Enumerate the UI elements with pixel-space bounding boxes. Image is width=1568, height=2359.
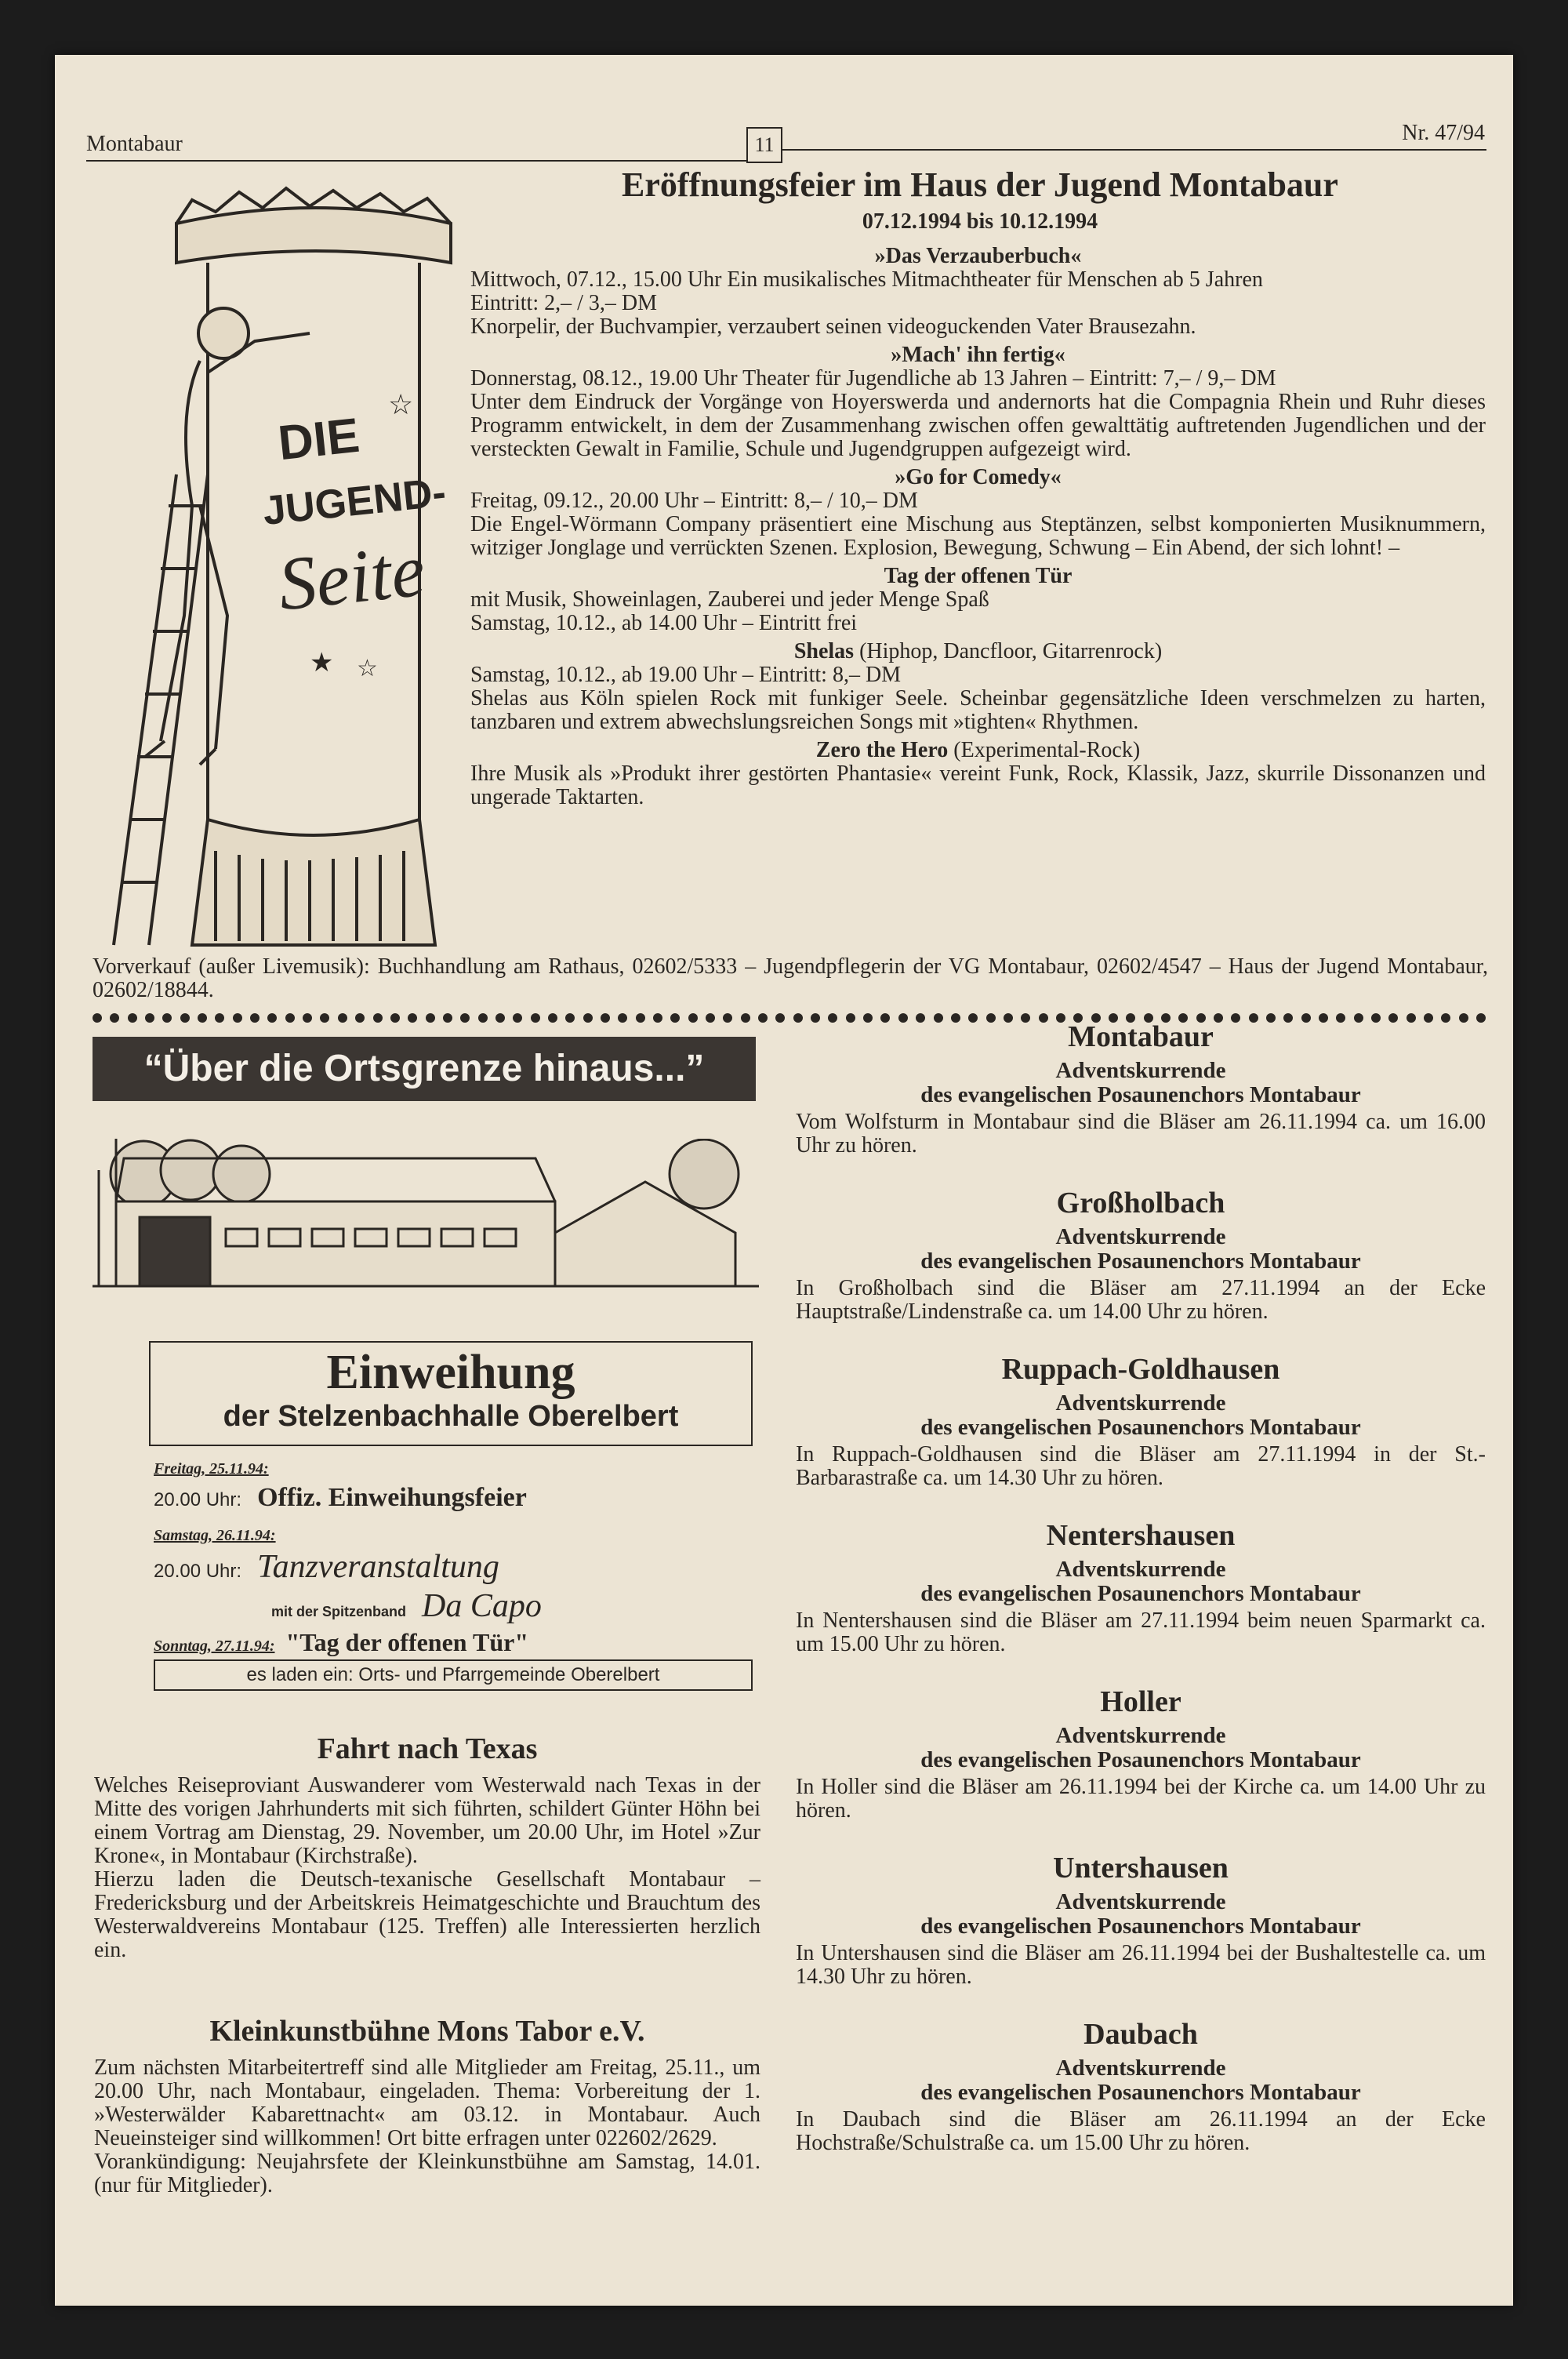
hall-drawing bbox=[93, 1139, 759, 1288]
advent-place-title: Nentershausen bbox=[1046, 1519, 1236, 1552]
advent-text: In Großholbach sind die Bläser am 27.11.1994 an der Ecke Hauptstraße/Lindenstraße ca. um 14.00 Uhr zu hören. bbox=[796, 1276, 1486, 1324]
advent-subtitle: des evangelischen Posaunenchors Montabaur bbox=[920, 1914, 1361, 1939]
issue-number: Nr. 47/94 bbox=[1402, 121, 1485, 145]
event-item-title: »Go for Comedy« bbox=[895, 465, 1062, 489]
advent-block bbox=[796, 2017, 1486, 2155]
texas-paragraph: Hierzu laden die Deutsch-texanische Gesellschaft Montabaur – Fredericksburg und der Arbeitskreis Heimatgeschichte und Brauchtum des Westerwaldvereins Montabaur (125. Treffen) alle Interessierten herzlich ein. bbox=[94, 1867, 760, 1962]
advent-subtitle: des evangelischen Posaunenchors Montabaur bbox=[920, 1415, 1361, 1440]
newspaper-page bbox=[55, 55, 1513, 2306]
star-icon: ★ bbox=[310, 649, 334, 678]
schedule-day: Samstag, 26.11.94: bbox=[154, 1527, 276, 1544]
advent-text: In Ruppach-Goldhausen sind die Bläser am 27.11.1994 in der St.-Barbarastraße ca. um 14.30 Uhr zu hören. bbox=[796, 1442, 1486, 1490]
einweihung-schedule bbox=[154, 1460, 750, 1657]
kleinkunst-title: Kleinkunstbühne Mons Tabor e.V. bbox=[209, 2015, 645, 2048]
event-item-line: Samstag, 10.12., ab 19.00 Uhr – Eintritt: 8,– DM bbox=[470, 663, 902, 687]
event-item-text: Die Engel-Wörmann Company präsentiert eine Mischung aus Steptänzen, selbst komponierten Musiknummern, witziger Jonglage und verrückten Szenen. Explosion, Bewegung, Schwung – Ein Abend, der sich lohnt! – bbox=[470, 512, 1486, 560]
advent-text: In Holler sind die Bläser am 26.11.1994 bei der Kirche ca. um 14.00 Uhr zu hören. bbox=[796, 1775, 1486, 1823]
event-item-line: Mittwoch, 07.12., 15.00 Uhr Ein musikalisches Mitmachtheater für Menschen ab 5 Jahren bbox=[470, 267, 1263, 292]
advent-block bbox=[796, 1186, 1486, 1324]
advent-block bbox=[796, 1518, 1486, 1656]
advent-text: In Nentershausen sind die Bläser am 27.11.1994 beim neuen Sparmarkt ca. um 15.00 Uhr zu hören. bbox=[796, 1608, 1486, 1656]
event-dates: 07.12.1994 bis 10.12.1994 bbox=[862, 209, 1098, 234]
advent-text: In Untershausen sind die Bläser am 26.11.1994 bei der Bushaltestelle ca. um 14.30 Uhr zu hören. bbox=[796, 1941, 1486, 1989]
event-title: Eröffnungsfeier im Haus der Jugend Montabaur bbox=[622, 165, 1338, 204]
header-rule-right bbox=[781, 149, 1486, 151]
event-item-genre: (Experimental-Rock) bbox=[948, 738, 1141, 762]
texas-article bbox=[94, 1732, 760, 1962]
event-item-line: Donnerstag, 08.12., 19.00 Uhr Theater für Jugendliche ab 13 Jahren – Eintritt: 7,– / 9,– DM bbox=[470, 366, 1276, 391]
advent-place-title: Großholbach bbox=[1056, 1187, 1225, 1219]
advent-place-title: Montabaur bbox=[1068, 1020, 1214, 1053]
event-item-text: Shelas aus Köln spielen Rock mit funkiger Seele. Scheinbar gegensätzliche Ideen verschmelzen zu harten, tanzbaren und extrem abwechslungsreichen Songs mit »tighten« Rhythmen. bbox=[470, 686, 1486, 734]
schedule-time: 20.00 Uhr: bbox=[154, 1561, 242, 1582]
advent-subtitle: des evangelischen Posaunenchors Montabaur bbox=[920, 1249, 1361, 1274]
advent-place-title: Untershausen bbox=[1053, 1852, 1229, 1885]
einweihung-box bbox=[149, 1341, 753, 1446]
advent-subtitle: Adventskurrende bbox=[1055, 1557, 1226, 1582]
schedule-day: Freitag, 25.11.94: bbox=[154, 1460, 269, 1478]
advent-subtitle: Adventskurrende bbox=[1055, 1723, 1226, 1748]
einweihung-subtitle: der Stelzenbachhalle Oberelbert bbox=[223, 1400, 679, 1433]
event-item-title: »Mach' ihn fertig« bbox=[891, 343, 1065, 367]
advent-subtitle: des evangelischen Posaunenchors Montabaur bbox=[920, 1082, 1361, 1107]
advent-text: In Daubach sind die Bläser am 26.11.1994 an der Ecke Hochstraße/Schulstraße ca. um 15.00 Uhr zu hören. bbox=[796, 2107, 1486, 2155]
event-item-title: Tag der offenen Tür bbox=[884, 564, 1073, 588]
advent-text: Vom Wolfsturm in Montabaur sind die Bläser am 26.11.1994 ca. um 16.00 Uhr zu hören. bbox=[796, 1110, 1486, 1158]
schedule-note: mit der Spitzenband bbox=[271, 1604, 407, 1619]
event-program bbox=[470, 245, 1486, 809]
event-item-line: Freitag, 09.12., 20.00 Uhr – Eintritt: 8,– / 10,– DM bbox=[470, 489, 918, 513]
event-item-line: Eintritt: 2,– / 3,– DM bbox=[470, 291, 657, 315]
advent-subtitle: Adventskurrende bbox=[1055, 1058, 1226, 1083]
event-item-title: Zero the Hero bbox=[815, 738, 949, 762]
kleinkunst-article bbox=[94, 2014, 760, 2197]
texas-paragraph: Welches Reiseproviant Auswanderer vom Westerwald nach Texas in der Mitte des vorigen Jahrhunderts mit sich führten, schildert Günter Höhn bei einem Vortrag am Dienstag, 29. November, um 20.00 Uhr, im Hotel »Zur Krone«, in Montabaur (Kirchstraße). bbox=[94, 1773, 760, 1868]
einweihung-footer: es laden ein: Orts- und Pfarrgemeinde Oberelbert bbox=[154, 1659, 753, 1691]
event-item-title: »Das Verzauberbuch« bbox=[874, 244, 1082, 268]
event-section bbox=[470, 165, 1490, 234]
advent-place-title: Ruppach-Goldhausen bbox=[1001, 1353, 1280, 1386]
schedule-event: Offiz. Einweihungsfeier bbox=[257, 1483, 527, 1512]
poster-line-3: Seite bbox=[274, 527, 429, 627]
einweihung-title: Einweihung bbox=[326, 1346, 575, 1399]
event-item-line: Samstag, 10.12., ab 14.00 Uhr – Eintritt frei bbox=[470, 611, 858, 635]
star-icon: ☆ bbox=[357, 656, 378, 682]
advent-subtitle: Adventskurrende bbox=[1055, 2055, 1226, 2081]
advent-subtitle: Adventskurrende bbox=[1055, 1889, 1226, 1914]
schedule-event: "Tag der offenen Tür" bbox=[285, 1628, 529, 1656]
advent-block bbox=[796, 1851, 1486, 1989]
poster-line-2: JUGEND- bbox=[260, 469, 448, 535]
advent-block bbox=[796, 1352, 1486, 1490]
schedule-event: Tanzveranstaltung bbox=[257, 1549, 499, 1585]
event-item-text: Ihre Musik als »Produkt ihrer gestörten Phantasie« vereint Funk, Rock, Klassik, Jazz, skurrile Dissonanzen und ungerade Taktarten. bbox=[470, 761, 1486, 809]
advent-place-title: Daubach bbox=[1083, 2018, 1198, 2051]
schedule-band: Da Capo bbox=[422, 1588, 542, 1624]
event-item-line: mit Musik, Showeinlagen, Zauberei und jeder Menge Spaß bbox=[470, 587, 989, 612]
schedule-time: 20.00 Uhr: bbox=[154, 1489, 242, 1510]
advent-subtitle: des evangelischen Posaunenchors Montabaur bbox=[920, 2080, 1361, 2105]
star-icon: ☆ bbox=[388, 389, 414, 420]
advent-subtitle: Adventskurrende bbox=[1055, 1224, 1226, 1249]
advent-subtitle: Adventskurrende bbox=[1055, 1390, 1226, 1416]
header-rule-left bbox=[86, 160, 746, 162]
jugendseite-illustration bbox=[90, 176, 482, 953]
advent-block bbox=[796, 1685, 1486, 1823]
advent-subtitle: des evangelischen Posaunenchors Montabaur bbox=[920, 1581, 1361, 1606]
advent-subtitle: des evangelischen Posaunenchors Montabaur bbox=[920, 1747, 1361, 1772]
schedule-day: Sonntag, 27.11.94: bbox=[154, 1637, 275, 1655]
ortsgrenze-banner: “Über die Ortsgrenze hinaus...” bbox=[93, 1037, 756, 1101]
kleinkunst-paragraph: Vorankündigung: Neujahrsfete der Kleinkunstbühne am Samstag, 14.01. (nur für Mitglieder). bbox=[94, 2150, 760, 2197]
advent-block bbox=[796, 1020, 1486, 1158]
event-item-genre: (Hiphop, Dancfloor, Gitarrenrock) bbox=[854, 639, 1163, 663]
presale-info: Vorverkauf (außer Livemusik): Buchhandlung am Rathaus, 02602/5333 – Jugendpflegerin der VG Montabaur, 02602/4547 – Haus der Jugend Montabaur, 02602/18844. bbox=[93, 954, 1488, 1002]
advent-place-title: Holler bbox=[1100, 1685, 1181, 1718]
header-place: Montabaur bbox=[86, 132, 183, 156]
texas-title: Fahrt nach Texas bbox=[317, 1732, 538, 1765]
event-item-line: Knorpelir, der Buchvampier, verzaubert seinen videoguckenden Vater Brausezahn. bbox=[470, 314, 1196, 339]
building-icon bbox=[93, 1139, 759, 1288]
kleinkunst-paragraph: Zum nächsten Mitarbeitertreff sind alle Mitglieder am Freitag, 25.11., um 20.00 Uhr, nach Montabaur, eingeladen. Thema: Vorbereitung der 1. »Westerwälder Kabarettnacht« am 03.12. in Montabaur. Auch Neueinsteiger sind willkommen! Ort bitte erfragen unter 022602/2629. bbox=[94, 2055, 760, 2150]
page-number: 11 bbox=[746, 127, 782, 163]
event-item-title: Shelas bbox=[793, 639, 855, 663]
poster-line-1: DIE bbox=[275, 408, 362, 471]
event-item-text: Unter dem Eindruck der Vorgänge von Hoyerswerda und andernorts hat die Compagnia Rhein und Ruhr dieses Programm entwickelt, in dem der Zusammenhang zwischen offen gewalttätig auftretenden Jugendlichen und der versteckten Gewalt in Familie, Schule und Jugendgruppen aufgezeigt wird. bbox=[470, 390, 1486, 461]
